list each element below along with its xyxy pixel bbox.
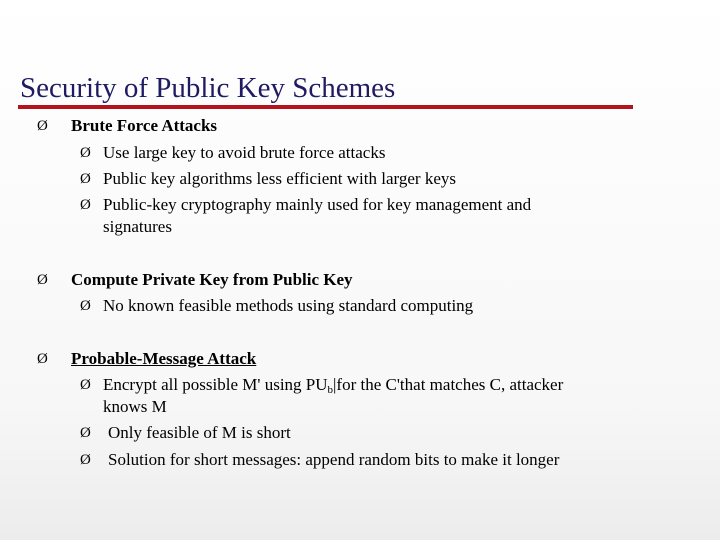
list-item-continuation: knows M [103,397,167,416]
section-heading-brute-force: Brute Force Attacks [71,116,218,135]
arrow-bullet-icon: Ø [80,298,91,314]
arrow-bullet-icon: Ø [80,452,91,468]
section-heading-compute-private-key: Compute Private Key from Public Key [71,270,353,289]
arrow-bullet-icon: Ø [80,377,91,393]
list-item: No known feasible methods using standard computing [103,296,474,315]
arrow-bullet-icon: Ø [80,197,91,213]
list-item: Public-key cryptography mainly used for key management and [103,195,532,214]
item-text-prefix: Encrypt all possible M' using PU [103,375,328,394]
item-text-suffix: |for the C'that matches C, attacker [333,375,564,394]
list-item-continuation: signatures [103,217,172,236]
list-item [103,375,563,395]
section-heading-probable-message: Probable-Message Attack [71,349,257,368]
list-item: Use large key to avoid brute force attacks [103,143,386,162]
slide-title: Security of Public Key Schemes [20,72,396,104]
key-subscript: b [327,384,334,396]
list-item: Public key algorithms less efficient with larger keys [103,169,456,188]
list-item: Only feasible of M is short [108,423,291,442]
arrow-bullet-icon: Ø [80,145,91,161]
arrow-bullet-icon: Ø [80,171,91,187]
arrow-bullet-icon: Ø [37,272,48,288]
arrow-bullet-icon: Ø [37,118,48,134]
arrow-bullet-icon: Ø [80,425,91,441]
list-item: Solution for short messages: append random bits to make it longer [108,450,560,469]
arrow-bullet-icon: Ø [37,351,48,367]
